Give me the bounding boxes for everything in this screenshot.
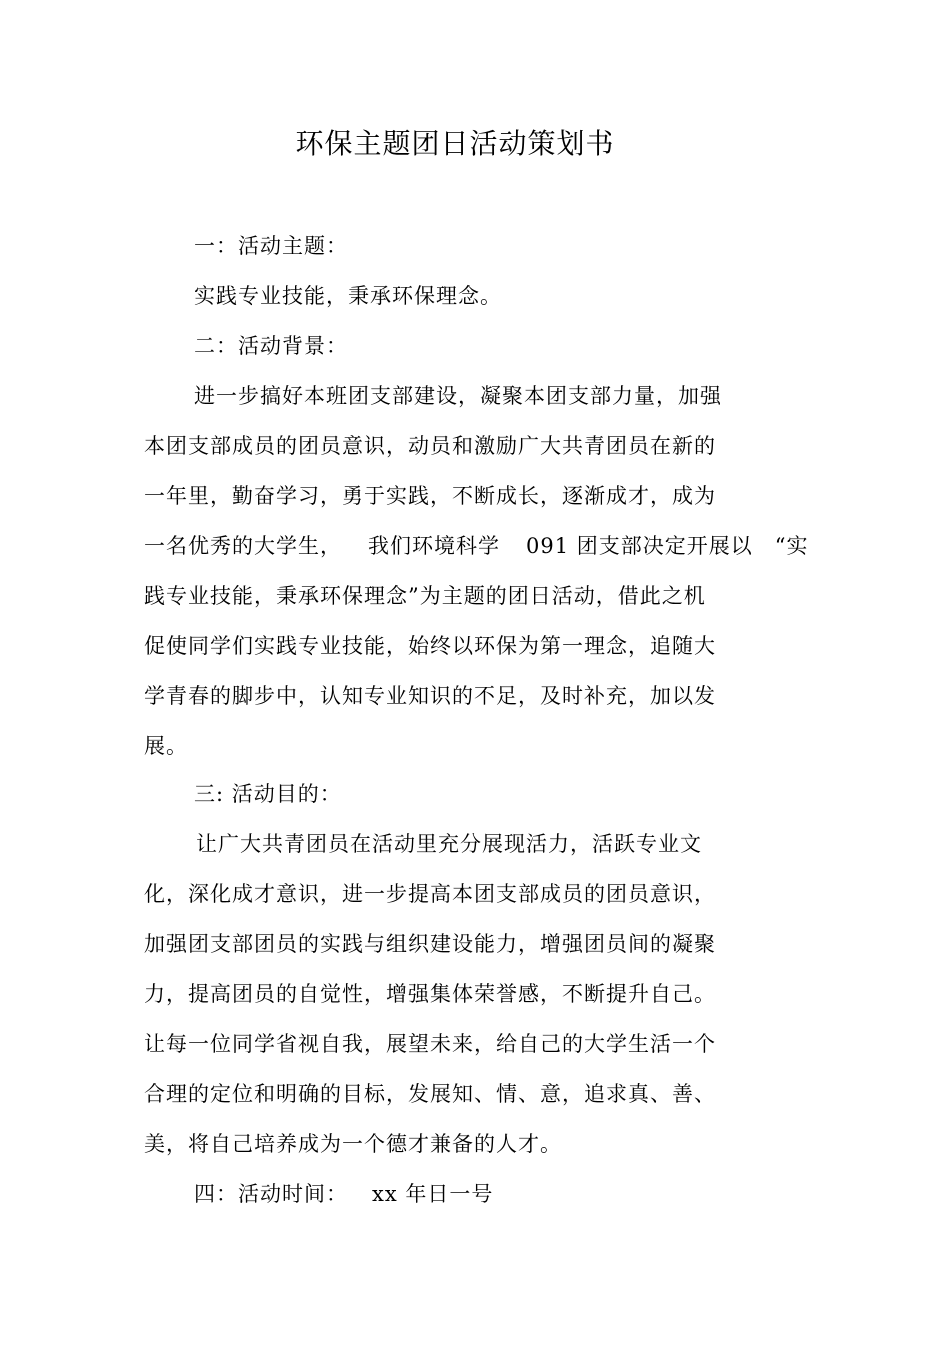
section-3-line: 力，提高团员的自觉性，增强集体荣誉感，不断提升自己。 (144, 982, 716, 1006)
section-2-line (144, 530, 809, 560)
document-title: 环保主题团日活动策划书 (295, 127, 615, 160)
section-3-line: 化，深化成才意识，进一步提高本团支部成员的团员意识， (144, 882, 716, 906)
section-2-line: 进一步搞好本班团支部建设，凝聚本团支部力量，加强 (194, 384, 722, 408)
section-2-line: 本团支部成员的团员意识，动员和激励广大共青团员在新的 (144, 434, 716, 458)
section-2-line-part: “实 (774, 534, 809, 558)
section-4-line (194, 1178, 493, 1208)
section-2-line-part: 我们环境科学 (368, 534, 500, 558)
section-4-heading: 四：活动时间： (194, 1182, 348, 1206)
section-2-heading: 二：活动背景： (194, 334, 348, 358)
section-3-line: 合理的定位和明确的目标，发展知、情、意，追求真、善、 (144, 1082, 716, 1106)
section-4-value: xx 年日一号 (372, 1182, 494, 1206)
section-2-line: 展。 (144, 734, 188, 758)
section-2-line: 践专业技能，秉承环保理念”为主题的团日活动，借此之机 (144, 584, 706, 608)
section-2-line: 一年里，勤奋学习，勇于实践，不断成长，逐渐成才，成为 (144, 484, 716, 508)
section-1-text: 实践专业技能，秉承环保理念。 (194, 284, 502, 308)
section-2-line-part: 一名优秀的大学生， (144, 534, 342, 558)
section-3-line: 让每一位同学省视自我，展望未来，给自己的大学生活一个 (144, 1032, 716, 1056)
section-2-line: 学青春的脚步中，认知专业知识的不足，及时补充，加以发 (144, 684, 716, 708)
section-3-line: 让广大共青团员在活动里充分展现活力，活跃专业文 (196, 832, 702, 856)
section-3-line: 加强团支部团员的实践与组织建设能力，增强团员间的凝聚 (144, 932, 716, 956)
section-3-heading: 三: 活动目的： (194, 782, 342, 806)
section-1-heading: 一：活动主题： (194, 234, 348, 258)
section-2-line: 促使同学们实践专业技能，始终以环保为第一理念，追随大 (144, 634, 716, 658)
section-3-line: 美，将自己培养成为一个德才兼备的人才。 (144, 1132, 562, 1156)
section-2-line-part: 091 团支部决定开展以 (526, 534, 753, 558)
